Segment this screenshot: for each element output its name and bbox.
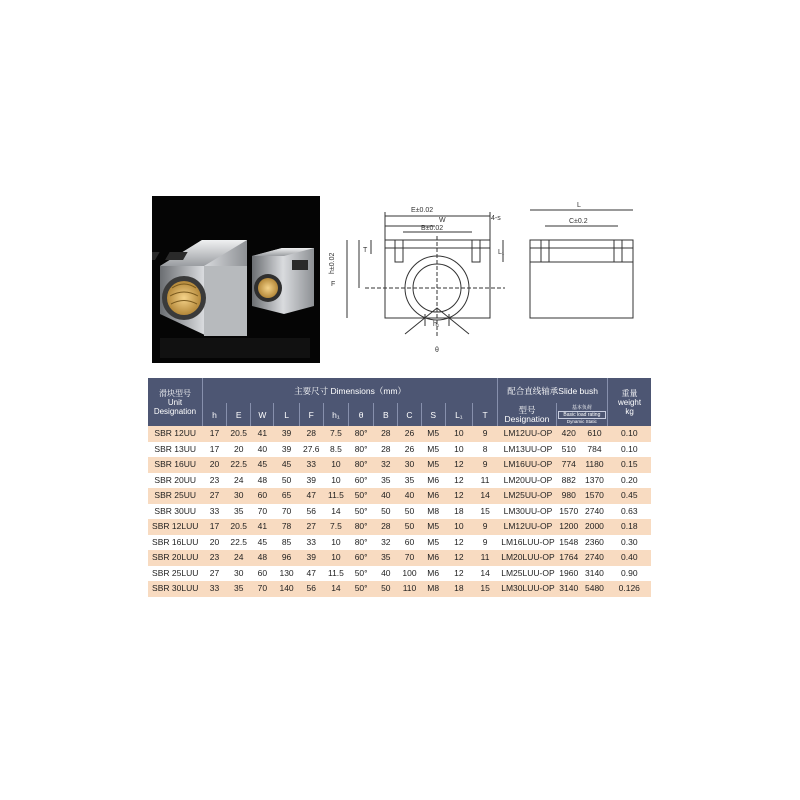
unit-designation-cell: SBR 12UU bbox=[148, 426, 202, 442]
bush-designation-header bbox=[498, 403, 556, 426]
bush-designation-cell: LM20LUU-OP bbox=[498, 550, 556, 566]
table-cell: 20 bbox=[202, 457, 226, 473]
table-cell: 28 bbox=[299, 426, 323, 442]
table-cell: 39 bbox=[299, 473, 323, 489]
unit-designation-cell: SBR 20LUU bbox=[148, 550, 202, 566]
table-cell: 60 bbox=[251, 566, 274, 582]
table-cell: 9 bbox=[472, 535, 497, 551]
table-cell: 510 bbox=[556, 442, 581, 458]
unit-designation-cell: SBR 13UU bbox=[148, 442, 202, 458]
table-cell: 14 bbox=[472, 488, 497, 504]
table-cell: 774 bbox=[556, 457, 581, 473]
table-cell: 0.30 bbox=[608, 535, 651, 551]
unit-designation-header bbox=[148, 378, 202, 426]
table-cell: 32 bbox=[374, 535, 398, 551]
table-cell: 0.40 bbox=[608, 550, 651, 566]
bush-designation-cell: LM12UU-OP bbox=[498, 519, 556, 535]
table-cell: M8 bbox=[421, 581, 445, 597]
table-cell: 12 bbox=[445, 473, 472, 489]
table-cell: 110 bbox=[398, 581, 421, 597]
static-label: Static bbox=[585, 418, 597, 424]
table-cell: 39 bbox=[299, 550, 323, 566]
table-cell: M5 bbox=[421, 457, 445, 473]
table-cell: 50 bbox=[398, 519, 421, 535]
table-cell: 0.63 bbox=[608, 504, 651, 520]
table-cell: 28 bbox=[374, 426, 398, 442]
table-cell: 882 bbox=[556, 473, 581, 489]
unit-designation-cell: SBR 25LUU bbox=[148, 566, 202, 582]
s-dim-label: 4-s bbox=[491, 215, 501, 222]
table-cell: 48 bbox=[251, 550, 274, 566]
table-cell: 56 bbox=[299, 504, 323, 520]
table-cell: 100 bbox=[398, 566, 421, 582]
table-row bbox=[148, 457, 651, 473]
table-cell: M5 bbox=[421, 442, 445, 458]
table-cell: 48 bbox=[251, 473, 274, 489]
table-cell: M6 bbox=[421, 488, 445, 504]
dimensions-header: 主要尺寸 Dimensions（mm） bbox=[202, 378, 497, 403]
table-row bbox=[148, 550, 651, 566]
table-cell: 22.5 bbox=[227, 535, 251, 551]
bush-designation-cn: 型号 bbox=[518, 404, 536, 415]
table-cell: 10 bbox=[323, 473, 348, 489]
dim-col-header: C bbox=[398, 403, 421, 426]
table-cell: 80° bbox=[349, 426, 374, 442]
h-dim-label: h±0.02 bbox=[329, 252, 336, 274]
unit-designation-cell: SBR 25UU bbox=[148, 488, 202, 504]
table-cell: 1764 bbox=[556, 550, 581, 566]
table-cell: 35 bbox=[227, 504, 251, 520]
weight-header bbox=[608, 378, 651, 426]
table-cell: 1180 bbox=[581, 457, 607, 473]
table-cell: 12 bbox=[445, 457, 472, 473]
table-cell: 26 bbox=[398, 442, 421, 458]
table-cell: M6 bbox=[421, 473, 445, 489]
bush-designation-cell: LM25LUU-OP bbox=[498, 566, 556, 582]
table-cell: 14 bbox=[323, 504, 348, 520]
table-cell: 35 bbox=[374, 550, 398, 566]
table-row bbox=[148, 488, 651, 504]
table-cell: 24 bbox=[227, 550, 251, 566]
table-cell: 50° bbox=[349, 488, 374, 504]
h1-dim-label: h₁ bbox=[433, 321, 440, 328]
dim-col-header: S bbox=[421, 403, 445, 426]
table-cell: 15 bbox=[472, 504, 497, 520]
table-cell: 0.10 bbox=[608, 442, 651, 458]
table-cell: 60° bbox=[349, 550, 374, 566]
table-cell: 14 bbox=[323, 581, 348, 597]
table-cell: 50° bbox=[349, 581, 374, 597]
table-cell: 1960 bbox=[556, 566, 581, 582]
table-cell: 0.18 bbox=[608, 519, 651, 535]
unit-designation-cell: SBR 12LUU bbox=[148, 519, 202, 535]
table-cell: 0.90 bbox=[608, 566, 651, 582]
table-cell: 5480 bbox=[581, 581, 607, 597]
bush-designation-cell: LM16LUU-OP bbox=[498, 535, 556, 551]
table-cell: 11 bbox=[472, 550, 497, 566]
table-cell: 96 bbox=[274, 550, 299, 566]
table-cell: 47 bbox=[299, 566, 323, 582]
table-cell: 50 bbox=[374, 581, 398, 597]
table-cell: 50 bbox=[274, 473, 299, 489]
table-cell: M8 bbox=[421, 504, 445, 520]
unit-designation-cell: SBR 16UU bbox=[148, 457, 202, 473]
table-cell: 30 bbox=[227, 566, 251, 582]
table-cell: 10 bbox=[445, 519, 472, 535]
table-cell: 17 bbox=[202, 519, 226, 535]
table-cell: 12 bbox=[445, 550, 472, 566]
table-cell: 1570 bbox=[556, 504, 581, 520]
table-cell: 12 bbox=[445, 488, 472, 504]
table-cell: 41 bbox=[251, 519, 274, 535]
table-cell: 15 bbox=[472, 581, 497, 597]
bush-designation-cell: LM30LUU-OP bbox=[498, 581, 556, 597]
table-cell: 1570 bbox=[581, 488, 607, 504]
table-cell: 0.15 bbox=[608, 457, 651, 473]
table-cell: 7.5 bbox=[323, 426, 348, 442]
table-cell: 27 bbox=[202, 566, 226, 582]
table-cell: 9 bbox=[472, 426, 497, 442]
table-cell: 420 bbox=[556, 426, 581, 442]
l1-dim-label: L₁ bbox=[498, 249, 505, 256]
table-cell: 33 bbox=[299, 535, 323, 551]
weight-header-cn: 重量 bbox=[621, 388, 638, 398]
table-cell: M5 bbox=[421, 426, 445, 442]
side-view bbox=[503, 210, 633, 318]
table-cell: 8.5 bbox=[323, 442, 348, 458]
table-cell: 3140 bbox=[556, 581, 581, 597]
spec-table bbox=[148, 378, 651, 597]
table-cell: 50 bbox=[374, 504, 398, 520]
dim-col-header: h bbox=[202, 403, 226, 426]
table-cell: 35 bbox=[374, 473, 398, 489]
table-cell: 784 bbox=[581, 442, 607, 458]
dim-col-header: L bbox=[274, 403, 299, 426]
t-dim-label: T bbox=[363, 247, 368, 254]
table-cell: 56 bbox=[299, 581, 323, 597]
table-cell: 40 bbox=[374, 488, 398, 504]
table-row bbox=[148, 504, 651, 520]
table-cell: 20.5 bbox=[227, 426, 251, 442]
table-cell: 20 bbox=[227, 442, 251, 458]
table-cell: 12 bbox=[445, 566, 472, 582]
table-cell: 14 bbox=[472, 566, 497, 582]
table-row bbox=[148, 473, 651, 489]
table-cell: 45 bbox=[251, 457, 274, 473]
table-cell: 50 bbox=[398, 504, 421, 520]
table-cell: 40 bbox=[374, 566, 398, 582]
table-cell: 60 bbox=[398, 535, 421, 551]
table-cell: 9 bbox=[472, 457, 497, 473]
table-cell: 27 bbox=[202, 488, 226, 504]
table-cell: 10 bbox=[323, 535, 348, 551]
dim-col-header: F bbox=[299, 403, 323, 426]
e-dim-label: E±0.02 bbox=[411, 207, 434, 214]
table-row bbox=[148, 581, 651, 597]
table-cell: 47 bbox=[299, 488, 323, 504]
table-cell: 65 bbox=[274, 488, 299, 504]
table-cell: 20.5 bbox=[227, 519, 251, 535]
table-cell: M6 bbox=[421, 550, 445, 566]
table-cell: 0.45 bbox=[608, 488, 651, 504]
table-cell: 78 bbox=[274, 519, 299, 535]
table-cell: 45 bbox=[274, 457, 299, 473]
dim-col-header: θ bbox=[349, 403, 374, 426]
table-cell: 12 bbox=[445, 535, 472, 551]
table-cell: 70 bbox=[251, 581, 274, 597]
table-cell: 17 bbox=[202, 426, 226, 442]
dim-col-header: W bbox=[251, 403, 274, 426]
bush-designation-cell: LM20UU-OP bbox=[498, 473, 556, 489]
table-cell: 1200 bbox=[556, 519, 581, 535]
unit-header-cn: 滑块型号 bbox=[158, 388, 191, 398]
load-rating-cn: 基本负荷 bbox=[571, 404, 592, 411]
table-cell: 9 bbox=[472, 519, 497, 535]
l-dim-label: L bbox=[577, 202, 581, 209]
table-cell: 40 bbox=[251, 442, 274, 458]
table-row bbox=[148, 519, 651, 535]
theta-dim-label: θ bbox=[435, 347, 439, 354]
table-cell: 26 bbox=[398, 426, 421, 442]
f-dim-label: F bbox=[331, 281, 336, 288]
table-cell: 8 bbox=[472, 442, 497, 458]
table-cell: 22.5 bbox=[227, 457, 251, 473]
table-cell: 980 bbox=[556, 488, 581, 504]
table-cell: 0.20 bbox=[608, 473, 651, 489]
bush-designation-cell: LM13UU-OP bbox=[498, 442, 556, 458]
unit-designation-cell: SBR 30UU bbox=[148, 504, 202, 520]
table-cell: 27 bbox=[299, 519, 323, 535]
unit-designation-cell: SBR 16LUU bbox=[148, 535, 202, 551]
table-cell: 20 bbox=[202, 535, 226, 551]
table-row bbox=[148, 535, 651, 551]
table-cell: 2740 bbox=[581, 504, 607, 520]
table-cell: 10 bbox=[445, 426, 472, 442]
table-row bbox=[148, 566, 651, 582]
dimension-drawings bbox=[325, 196, 650, 368]
table-cell: 60 bbox=[251, 488, 274, 504]
table-cell: M5 bbox=[421, 535, 445, 551]
table-cell: 17 bbox=[202, 442, 226, 458]
table-cell: 610 bbox=[581, 426, 607, 442]
load-rating-header bbox=[556, 403, 607, 426]
dim-col-header: T bbox=[472, 403, 497, 426]
dim-col-header: h₁ bbox=[323, 403, 348, 426]
table-cell: M5 bbox=[421, 519, 445, 535]
table-cell: 40 bbox=[398, 488, 421, 504]
table-cell: 39 bbox=[274, 442, 299, 458]
table-cell: 50° bbox=[349, 504, 374, 520]
unit-header-en2: Designation bbox=[153, 406, 197, 416]
table-cell: 80° bbox=[349, 442, 374, 458]
table-cell: 2000 bbox=[581, 519, 607, 535]
table-cell: 33 bbox=[202, 504, 226, 520]
table-cell: 32 bbox=[374, 457, 398, 473]
table-cell: 50° bbox=[349, 566, 374, 582]
table-cell: 10 bbox=[445, 442, 472, 458]
table-cell: 35 bbox=[398, 473, 421, 489]
table-cell: 70 bbox=[398, 550, 421, 566]
table-cell: 140 bbox=[274, 581, 299, 597]
table-row bbox=[148, 442, 651, 458]
table-cell: 0.126 bbox=[608, 581, 651, 597]
table-cell: 33 bbox=[299, 457, 323, 473]
table-cell: 23 bbox=[202, 550, 226, 566]
table-cell: 10 bbox=[323, 550, 348, 566]
table-cell: 33 bbox=[202, 581, 226, 597]
bush-designation-cell: LM25UU-OP bbox=[498, 488, 556, 504]
table-cell: 45 bbox=[251, 535, 274, 551]
table-cell: 2360 bbox=[581, 535, 607, 551]
b-dim-label: B±0.02 bbox=[421, 225, 444, 232]
table-cell: 70 bbox=[251, 504, 274, 520]
bush-designation-en: Designation bbox=[504, 413, 550, 424]
table-cell: 80° bbox=[349, 457, 374, 473]
table-cell: 80° bbox=[349, 519, 374, 535]
bush-designation-cell: LM30UU-OP bbox=[498, 504, 556, 520]
table-cell: 3140 bbox=[581, 566, 607, 582]
table-cell: 28 bbox=[374, 519, 398, 535]
dim-col-header: E bbox=[227, 403, 251, 426]
product-photo bbox=[152, 196, 320, 363]
c-dim-label: C±0.2 bbox=[569, 218, 588, 225]
table-cell: 80° bbox=[349, 535, 374, 551]
dynamic-label: Dynamic bbox=[566, 418, 585, 424]
unit-header-en1: Unit bbox=[167, 397, 183, 407]
unit-designation-cell: SBR 20UU bbox=[148, 473, 202, 489]
table-cell: 35 bbox=[227, 581, 251, 597]
table-cell: 11.5 bbox=[323, 566, 348, 582]
table-cell: 11 bbox=[472, 473, 497, 489]
table-cell: 60° bbox=[349, 473, 374, 489]
table-cell: 130 bbox=[274, 566, 299, 582]
table-cell: 0.10 bbox=[608, 426, 651, 442]
dim-col-header: B bbox=[374, 403, 398, 426]
table-cell: 1370 bbox=[581, 473, 607, 489]
table-cell: 30 bbox=[227, 488, 251, 504]
table-cell: M6 bbox=[421, 566, 445, 582]
table-cell: 39 bbox=[274, 426, 299, 442]
table-cell: 27.6 bbox=[299, 442, 323, 458]
table-row bbox=[148, 426, 651, 442]
table-cell: 28 bbox=[374, 442, 398, 458]
table-cell: 1548 bbox=[556, 535, 581, 551]
table-cell: 2740 bbox=[581, 550, 607, 566]
table-cell: 70 bbox=[274, 504, 299, 520]
load-rating-en: Basic load rating bbox=[558, 411, 606, 419]
unit-designation-cell: SBR 30LUU bbox=[148, 581, 202, 597]
table-cell: 7.5 bbox=[323, 519, 348, 535]
table-cell: 18 bbox=[445, 504, 472, 520]
table-cell: 24 bbox=[227, 473, 251, 489]
table-cell: 30 bbox=[398, 457, 421, 473]
dim-col-header: L₁ bbox=[445, 403, 472, 426]
weight-header-en1: weight bbox=[617, 397, 642, 407]
bush-designation-cell: LM12UU-OP bbox=[498, 426, 556, 442]
table-cell: 10 bbox=[323, 457, 348, 473]
bush-designation-cell: LM16UU-OP bbox=[498, 457, 556, 473]
table-cell: 23 bbox=[202, 473, 226, 489]
w-dim-label: W bbox=[439, 217, 446, 224]
table-cell: 18 bbox=[445, 581, 472, 597]
table-cell: 41 bbox=[251, 426, 274, 442]
slide-bush-header: 配合直线轴承Slide bush bbox=[498, 378, 608, 403]
table-cell: 85 bbox=[274, 535, 299, 551]
weight-header-en2: kg bbox=[625, 406, 634, 416]
table-cell: 11.5 bbox=[323, 488, 348, 504]
